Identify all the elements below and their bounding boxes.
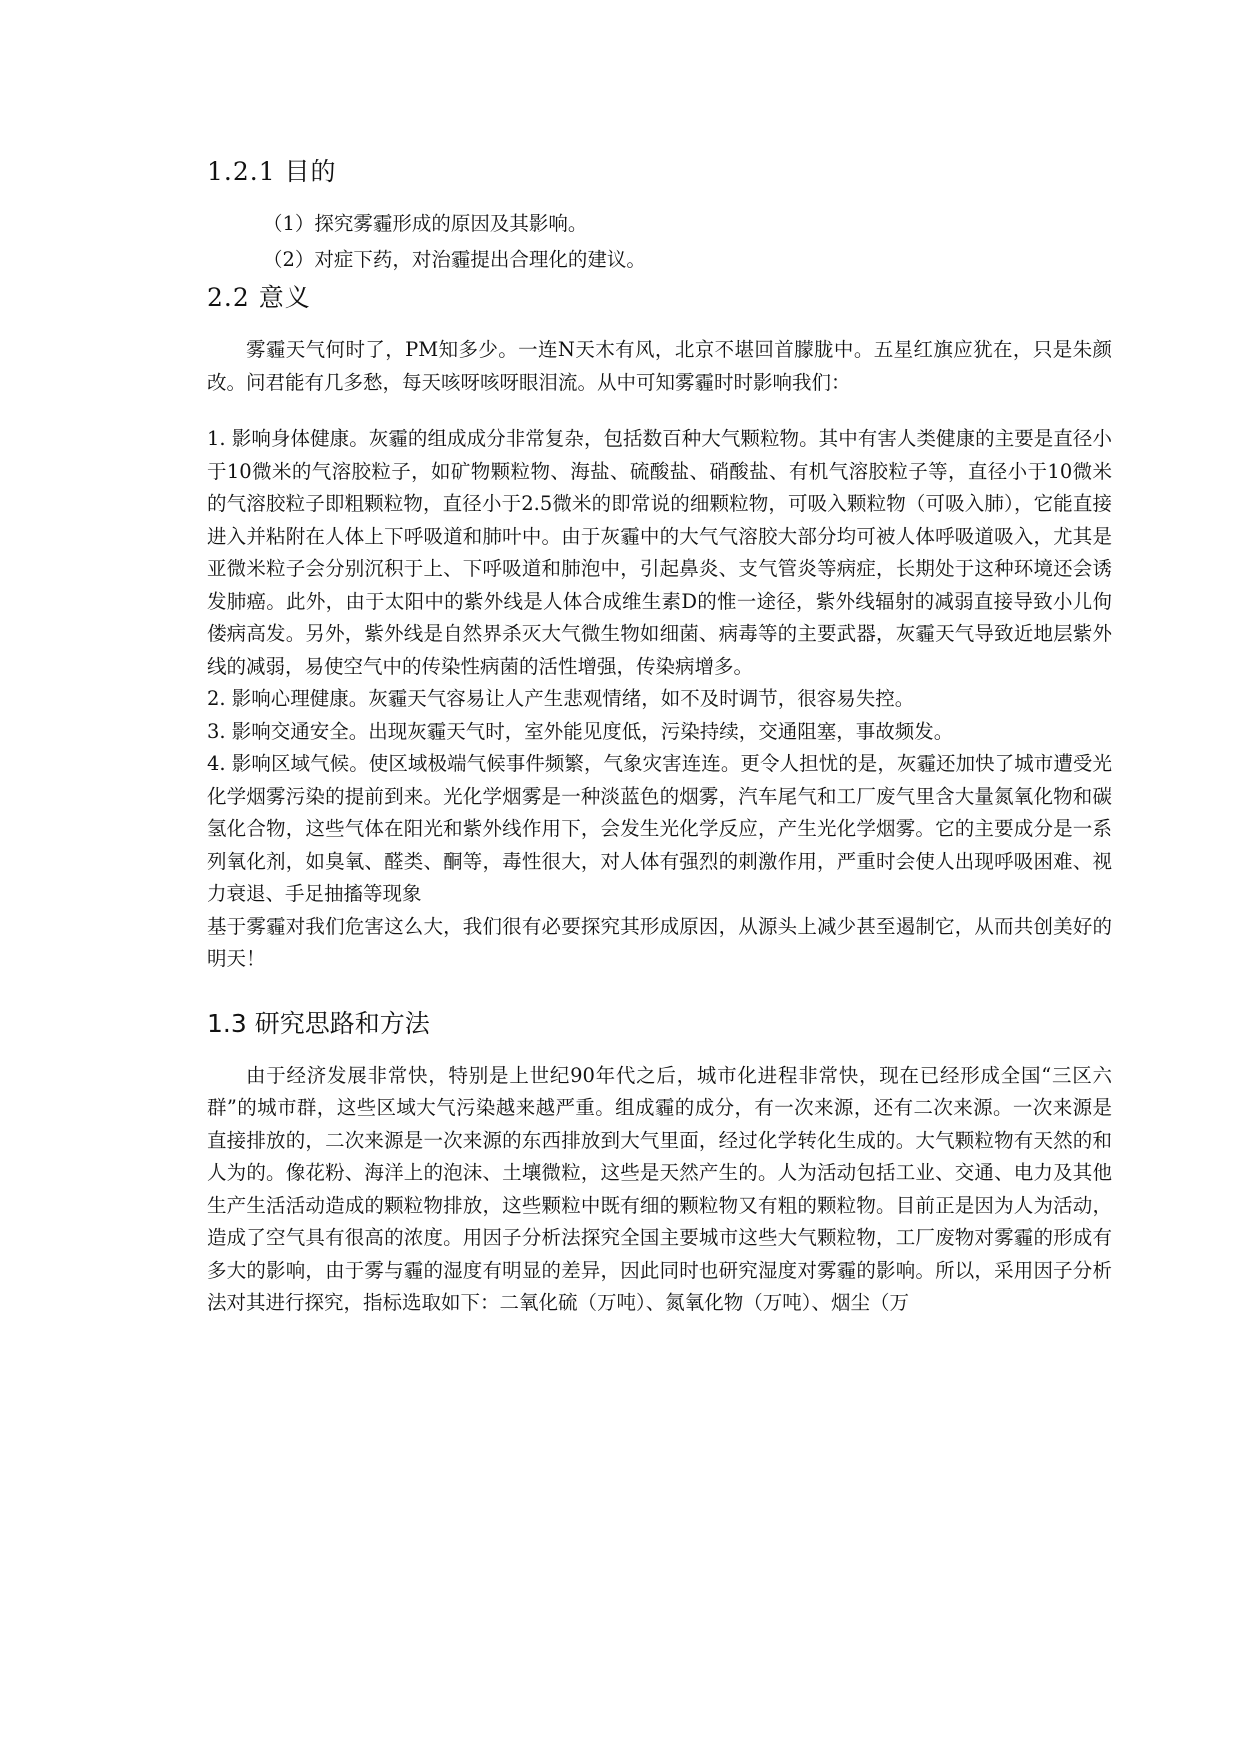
purpose-item: （1）探究雾霾形成的原因及其影响。 <box>263 212 588 235</box>
section-heading-method: 1.3 研究思路和方法 <box>207 1008 430 1038</box>
impact-item-traffic: 3. 影响交通安全。出现灰霾天气时，室外能见度低，污染持续，交通阻塞，事故频发。 <box>207 719 954 743</box>
section-heading-significance: 2.2 意义 <box>207 283 311 312</box>
impact-list <box>207 423 1112 976</box>
significance-intro: 雾霾天气何时了，PM知多少。一连N天木有风，北京不堪回首朦胧中。五星红旗应犹在，只是朱颜改。问君能有几多愁，每天咳呀咳呀眼泪流。从中可知雾霾时时影响我们： <box>207 338 1112 394</box>
document-content <box>207 152 1112 1320</box>
impact-item-health: 1. 影响身体健康。灰霾的组成成分非常复杂，包括数百种大气颗粒物。其中有害人类健康的主要是直径小于10微米的气溶胶粒子，如矿物颗粒物、海盐、硫酸盐、硝酸盐、有机气溶胶粒子等，直径小于10微米的气溶胶粒子即粗颗粒物，直径小于2.5微米的即常说的细颗粒物，可吸入颗粒物（可吸入肺），它能直接进入并粘附在人体上下呼吸道和肺叶中。由于灰霾中的大气气溶胶大部分均可被人体呼吸道吸入，尤其是亚微米粒子会分别沉积于上、下呼吸道和肺泡中，引起鼻炎、支气管炎等病症，长期处于这种环境还会诱发肺癌。此外，由于太阳中的紫外线是人体合成维生素D的惟一途径，紫外线辐射的减弱直接导致小儿佝偻病高发。另外，紫外线是自然界杀灭大气微生物如细菌、病毒等的主要武器，灰霾天气导致近地层紫外线的减弱，易使空气中的传染性病菌的活性增强，传染病增多。 <box>207 427 1112 678</box>
method-body: 由于经济发展非常快，特别是上世纪90年代之后，城市化进程非常快，现在已经形成全国“三区六群”的城市群，这些区域大气污染越来越严重。组成霾的成分，有一次来源，还有二次来源。一次来源是直接排放的，二次来源是一次来源的东西排放到大气里面，经过化学转化生成的。大气颗粒物有天然的和人为的。像花粉、海洋上的泡沫、土壤微粒，这些是天然产生的。人为活动包括工业、交通、电力及其他生产生活活动造成的颗粒物排放，这些颗粒中既有细的颗粒物又有粗的颗粒物。目前正是因为人为活动，造成了空气具有很高的浓度。用因子分析法探究全国主要城市这些大气颗粒物，工厂废物对雾霾的形成有多大的影响，由于雾与霾的湿度有明显的差异，因此同时也研究湿度对雾霾的影响。所以，采用因子分析法对其进行探究，指标选取如下：二氧化硫（万吨）、氮氧化物（万吨）、烟尘（万 <box>207 1063 1112 1314</box>
section-heading-purpose: 1.2.1 目的 <box>207 157 337 186</box>
impact-item-mental: 2. 影响心理健康。灰霾天气容易让人产生悲观情绪，如不及时调节，很容易失控。 <box>207 687 915 710</box>
purpose-item: （2）对症下药，对治霾提出合理化的建议。 <box>263 248 646 271</box>
purpose-list <box>207 206 1112 278</box>
impact-item-climate: 4. 影响区域气候。使区域极端气候事件频繁，气象灾害连连。更令人担忧的是，灰霾还加快了城市遭受光化学烟雾污染的提前到来。光化学烟雾是一种淡蓝色的烟雾，汽车尾气和工厂废气里含大量氮氧化物和碳氢化合物，这些气体在阳光和紫外线作用下，会发生光化学反应，产生光化学烟雾。它的主要成分是一系列氧化剂，如臭氧、醛类、酮等，毒性很大，对人体有强烈的刺激作用，严重时会使人出现呼吸困难、视力衰退、手足抽搐等现象 <box>207 752 1112 905</box>
significance-conclusion: 基于雾霾对我们危害这么大，我们很有必要探究其形成原因，从源头上减少甚至遏制它，从而共创美好的明天！ <box>207 914 1112 970</box>
